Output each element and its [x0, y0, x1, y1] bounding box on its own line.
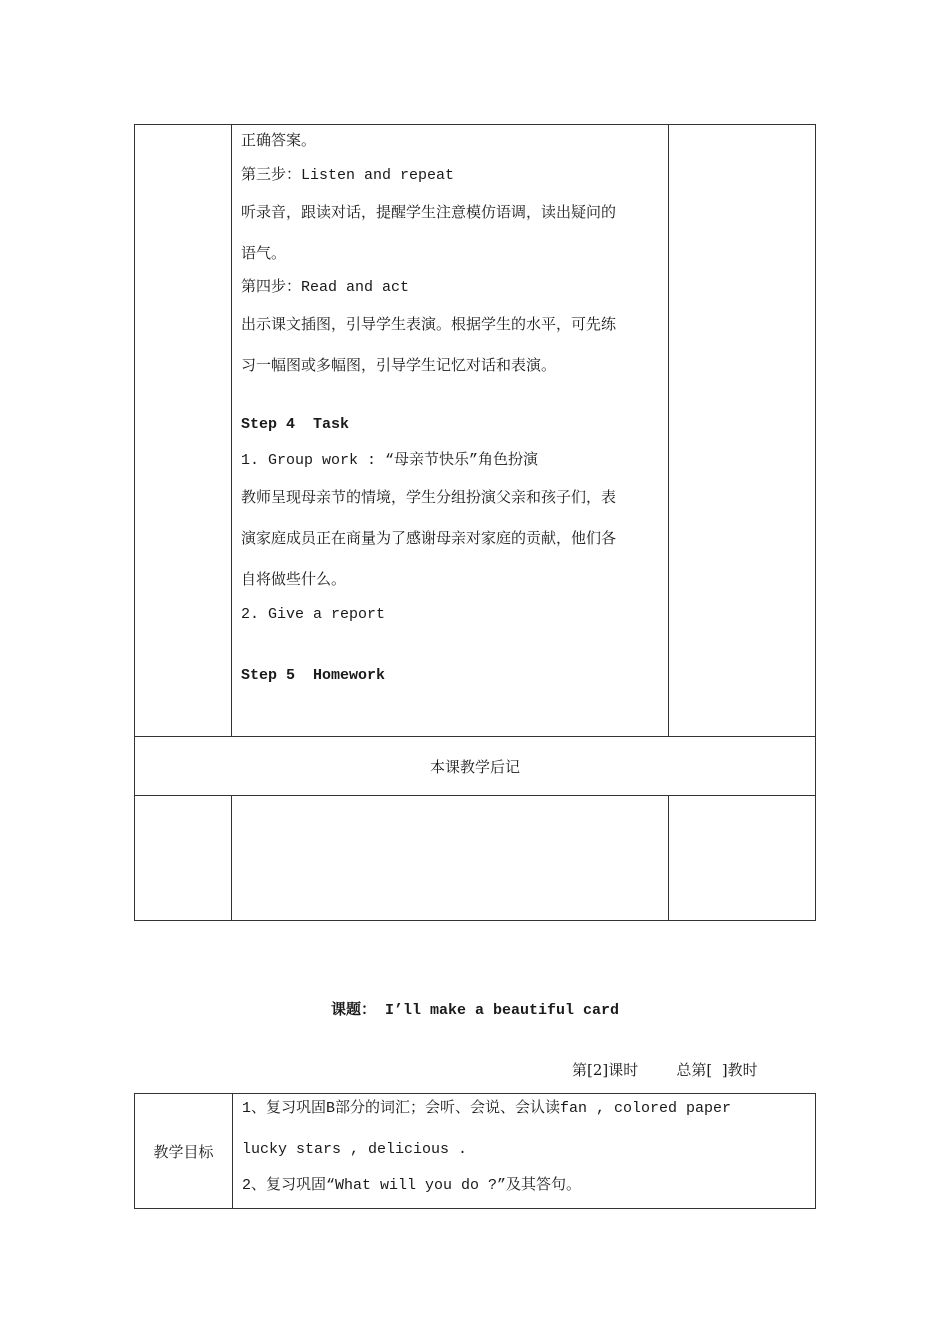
right-blank-cell — [669, 125, 816, 737]
goal-line: 1、复习巩固B部分的词汇；会听、会说、会认读fan , colored paper — [242, 1100, 732, 1117]
text-line: 正确答案。 — [241, 131, 317, 149]
teaching-goals-table — [134, 1093, 816, 1209]
text-line: 1. Group work : “母亲节快乐”角色扮演 — [241, 452, 539, 469]
procedure-cell — [232, 125, 669, 737]
reflection-left-cell — [135, 796, 232, 921]
reflection-label: 本课教学后记 — [135, 737, 816, 796]
goal-line: lucky stars , delicious . — [242, 1141, 468, 1158]
lesson-period-info: 第[2]课时 总第[ ]教时 — [572, 1061, 758, 1079]
text-line: 第三步：Listen and repeat — [241, 167, 455, 184]
goal-row — [135, 1094, 816, 1209]
text-line: 教师呈现母亲节的情境，学生分组扮演父亲和孩子们，表 — [241, 488, 617, 506]
reflection-row — [135, 796, 816, 921]
reflection-right-cell — [669, 796, 816, 921]
reflection-content-cell — [232, 796, 669, 921]
step-heading: Step 4 Task — [241, 416, 350, 433]
text-line: 习一幅图或多幅图，引导学生记忆对话和表演。 — [241, 356, 557, 374]
text-line: 语气。 — [241, 244, 287, 262]
goal-label: 教学目标 — [135, 1094, 233, 1209]
lesson-plan-table — [134, 124, 816, 921]
lesson-title: 课题： I’ll make a beautiful card — [330, 1002, 620, 1019]
left-blank-cell — [135, 125, 232, 737]
text-line: 自将做些什么。 — [241, 570, 347, 588]
step-heading: Step 5 Homework — [241, 667, 386, 684]
procedure-row — [135, 125, 816, 737]
text-line: 演家庭成员正在商量为了感谢母亲对家庭的贡献，他们各 — [241, 529, 617, 547]
text-line: 第四步：Read and act — [241, 279, 410, 296]
text-line: 出示课文插图，引导学生表演。根据学生的水平，可先练 — [241, 315, 617, 333]
goal-content-cell — [233, 1094, 816, 1209]
goal-line: 2、复习巩固“What will you do ?”及其答句。 — [242, 1177, 582, 1194]
text-line: 2. Give a report — [241, 606, 386, 623]
reflection-header-row — [135, 737, 816, 796]
text-line: 听录音，跟读对话，提醒学生注意模仿语调，读出疑问的 — [241, 203, 617, 221]
